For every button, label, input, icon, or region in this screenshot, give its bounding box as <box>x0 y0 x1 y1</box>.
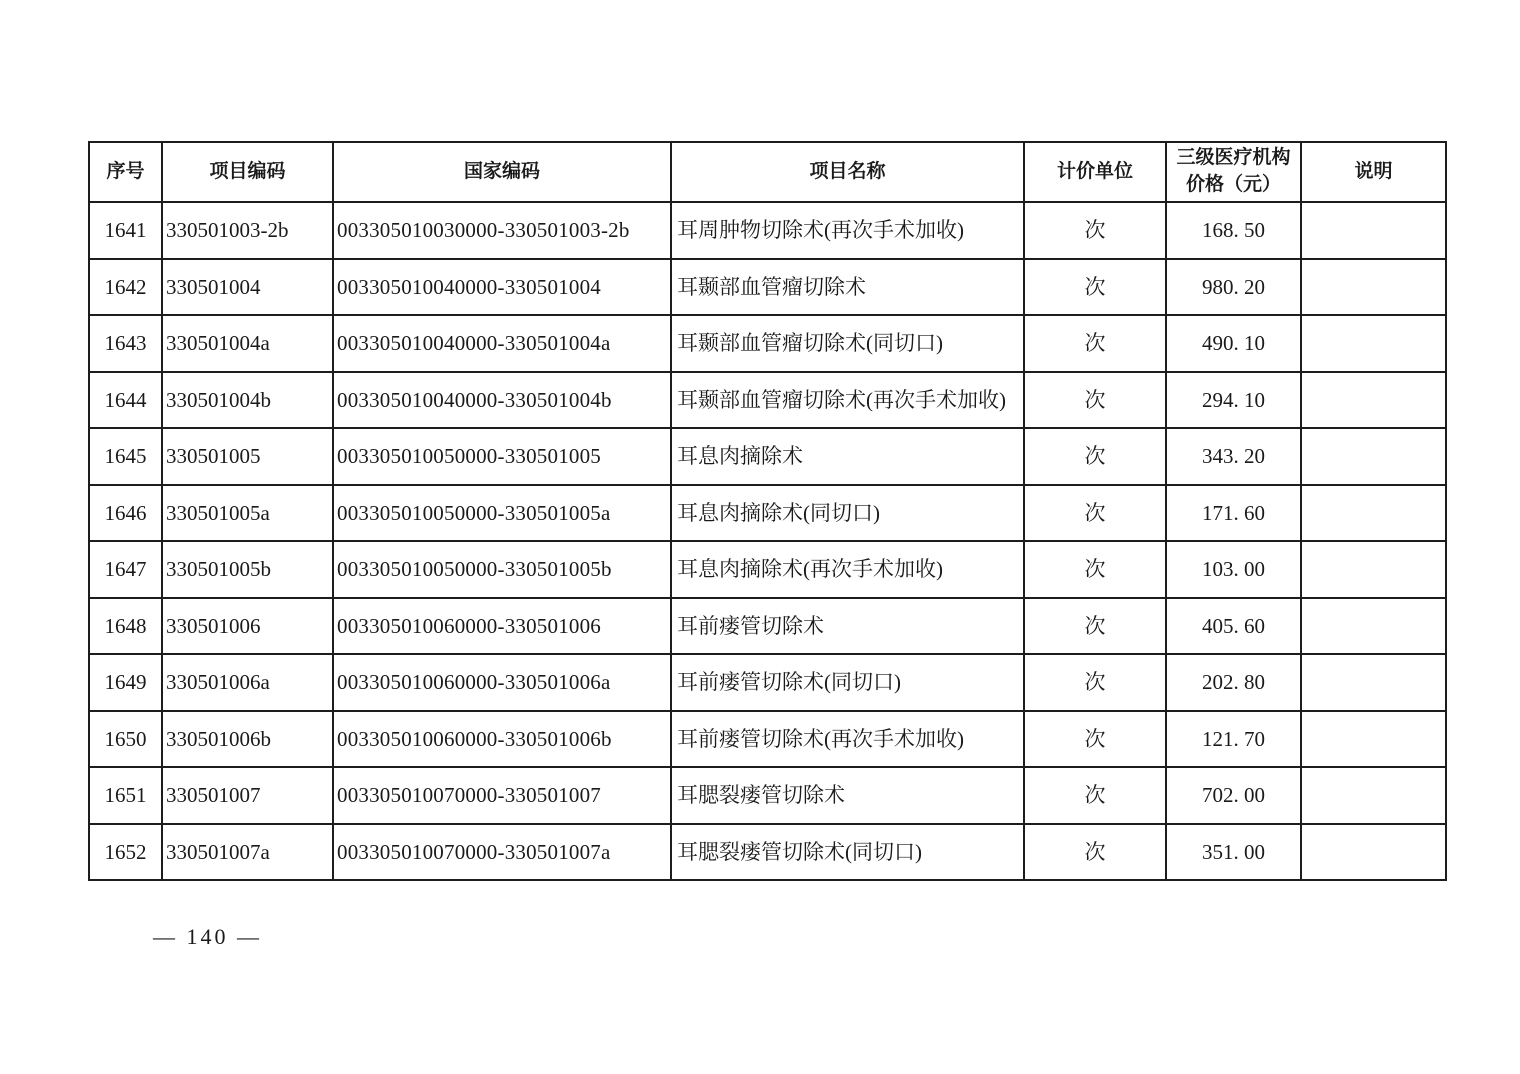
cell-note <box>1301 654 1446 711</box>
cell-price: 490. 10 <box>1166 315 1301 372</box>
cell-note <box>1301 598 1446 655</box>
table-row <box>89 654 1446 711</box>
cell-seq: 1647 <box>89 541 162 598</box>
cell-price: 168. 50 <box>1166 202 1301 259</box>
cell-item-name: 耳周肿物切除术(再次手术加收) <box>671 202 1024 259</box>
cell-item-code: 330501006b <box>162 711 333 768</box>
cell-seq: 1646 <box>89 485 162 542</box>
cell-national-code: 003305010040000-330501004a <box>333 315 671 372</box>
cell-price: 171. 60 <box>1166 485 1301 542</box>
cell-item-name: 耳腮裂瘘管切除术(同切口) <box>671 824 1024 881</box>
header-row <box>89 142 1446 202</box>
cell-price: 702. 00 <box>1166 767 1301 824</box>
cell-price: 121. 70 <box>1166 711 1301 768</box>
cell-price: 343. 20 <box>1166 428 1301 485</box>
cell-seq: 1644 <box>89 372 162 429</box>
cell-note <box>1301 711 1446 768</box>
cell-item-name: 耳颞部血管瘤切除术 <box>671 259 1024 316</box>
cell-national-code: 003305010060000-330501006b <box>333 711 671 768</box>
cell-unit: 次 <box>1024 711 1166 768</box>
cell-national-code: 003305010070000-330501007a <box>333 824 671 881</box>
cell-item-code: 330501005a <box>162 485 333 542</box>
cell-unit: 次 <box>1024 202 1166 259</box>
cell-price: 351. 00 <box>1166 824 1301 881</box>
cell-unit: 次 <box>1024 315 1166 372</box>
cell-unit: 次 <box>1024 259 1166 316</box>
cell-unit: 次 <box>1024 372 1166 429</box>
cell-price: 980. 20 <box>1166 259 1301 316</box>
cell-national-code: 003305010070000-330501007 <box>333 767 671 824</box>
cell-item-code: 330501004 <box>162 259 333 316</box>
cell-unit: 次 <box>1024 428 1166 485</box>
cell-note <box>1301 372 1446 429</box>
cell-item-name: 耳前瘘管切除术 <box>671 598 1024 655</box>
cell-note <box>1301 485 1446 542</box>
cell-item-name: 耳颞部血管瘤切除术(再次手术加收) <box>671 372 1024 429</box>
cell-seq: 1643 <box>89 315 162 372</box>
table-row <box>89 598 1446 655</box>
column-header-item-name: 项目名称 <box>671 142 1024 202</box>
column-header-price: 三级医疗机构价格（元） <box>1166 142 1301 202</box>
cell-seq: 1645 <box>89 428 162 485</box>
cell-seq: 1649 <box>89 654 162 711</box>
cell-national-code: 003305010050000-330501005 <box>333 428 671 485</box>
cell-price: 202. 80 <box>1166 654 1301 711</box>
cell-note <box>1301 824 1446 881</box>
cell-national-code: 003305010040000-330501004 <box>333 259 671 316</box>
cell-item-name: 耳腮裂瘘管切除术 <box>671 767 1024 824</box>
cell-unit: 次 <box>1024 767 1166 824</box>
table-row <box>89 202 1446 259</box>
cell-unit: 次 <box>1024 654 1166 711</box>
cell-national-code: 003305010040000-330501004b <box>333 372 671 429</box>
cell-seq: 1652 <box>89 824 162 881</box>
cell-item-name: 耳前瘘管切除术(同切口) <box>671 654 1024 711</box>
table-row <box>89 485 1446 542</box>
cell-note <box>1301 202 1446 259</box>
cell-unit: 次 <box>1024 541 1166 598</box>
cell-item-name: 耳息肉摘除术(同切口) <box>671 485 1024 542</box>
table-row <box>89 428 1446 485</box>
column-header-unit: 计价单位 <box>1024 142 1166 202</box>
cell-item-name: 耳颞部血管瘤切除术(同切口) <box>671 315 1024 372</box>
column-header-note: 说明 <box>1301 142 1446 202</box>
table-row <box>89 315 1446 372</box>
cell-item-code: 330501007 <box>162 767 333 824</box>
column-header-seq: 序号 <box>89 142 162 202</box>
fee-schedule-table <box>88 141 1447 881</box>
page-number: — 140 — <box>153 924 262 949</box>
cell-national-code: 003305010030000-330501003-2b <box>333 202 671 259</box>
cell-item-code: 330501005 <box>162 428 333 485</box>
table-row <box>89 767 1446 824</box>
cell-item-name: 耳息肉摘除术 <box>671 428 1024 485</box>
table-row <box>89 541 1446 598</box>
cell-seq: 1641 <box>89 202 162 259</box>
column-header-item-code: 项目编码 <box>162 142 333 202</box>
cell-note <box>1301 259 1446 316</box>
cell-item-name: 耳前瘘管切除术(再次手术加收) <box>671 711 1024 768</box>
cell-seq: 1650 <box>89 711 162 768</box>
cell-item-code: 330501004a <box>162 315 333 372</box>
cell-item-code: 330501006 <box>162 598 333 655</box>
cell-note <box>1301 767 1446 824</box>
cell-item-code: 330501004b <box>162 372 333 429</box>
cell-item-code: 330501005b <box>162 541 333 598</box>
cell-price: 294. 10 <box>1166 372 1301 429</box>
cell-seq: 1651 <box>89 767 162 824</box>
cell-note <box>1301 315 1446 372</box>
cell-national-code: 003305010060000-330501006 <box>333 598 671 655</box>
cell-seq: 1642 <box>89 259 162 316</box>
cell-national-code: 003305010050000-330501005a <box>333 485 671 542</box>
cell-note <box>1301 428 1446 485</box>
column-header-national-code: 国家编码 <box>333 142 671 202</box>
cell-seq: 1648 <box>89 598 162 655</box>
cell-unit: 次 <box>1024 485 1166 542</box>
cell-unit: 次 <box>1024 598 1166 655</box>
cell-item-code: 330501003-2b <box>162 202 333 259</box>
cell-item-name: 耳息肉摘除术(再次手术加收) <box>671 541 1024 598</box>
cell-national-code: 003305010060000-330501006a <box>333 654 671 711</box>
table-row <box>89 372 1446 429</box>
table-row <box>89 824 1446 881</box>
cell-unit: 次 <box>1024 824 1166 881</box>
cell-item-code: 330501006a <box>162 654 333 711</box>
table-row <box>89 259 1446 316</box>
cell-price: 405. 60 <box>1166 598 1301 655</box>
table-row <box>89 711 1446 768</box>
cell-item-code: 330501007a <box>162 824 333 881</box>
cell-price: 103. 00 <box>1166 541 1301 598</box>
cell-note <box>1301 541 1446 598</box>
cell-national-code: 003305010050000-330501005b <box>333 541 671 598</box>
